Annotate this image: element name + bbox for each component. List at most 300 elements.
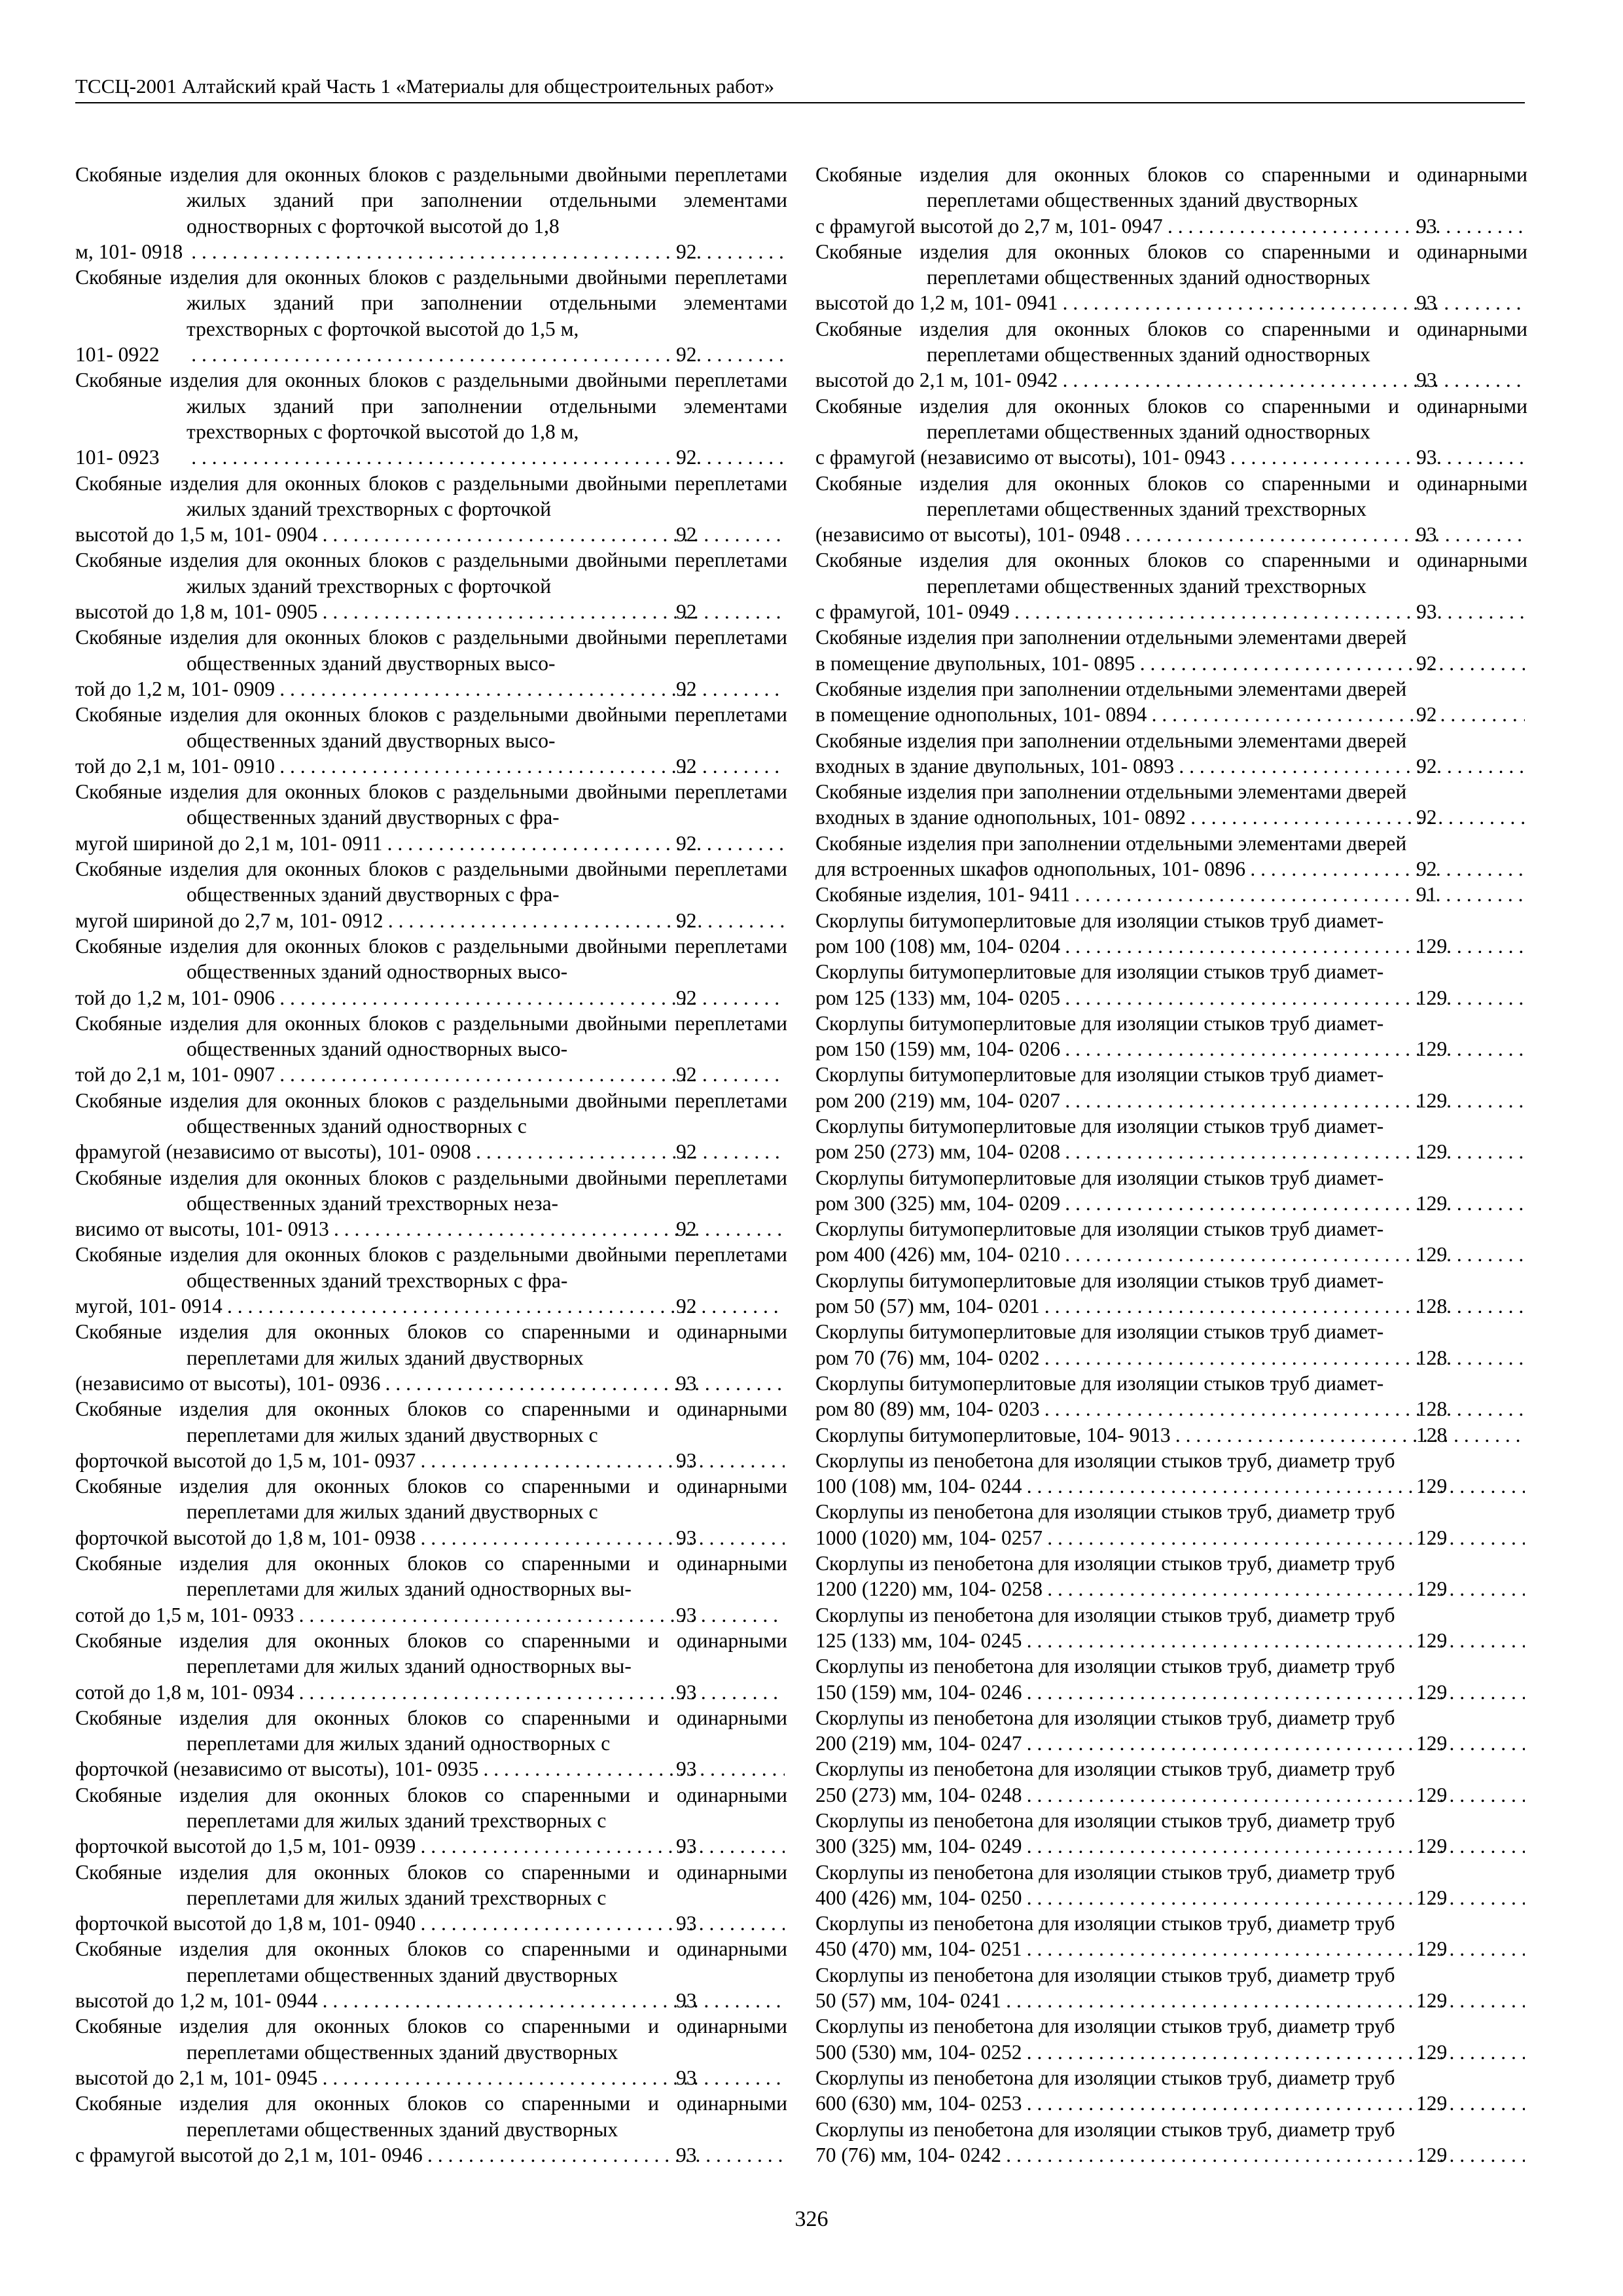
index-entry <box>75 624 787 702</box>
index-entry-tail: ром 100 (108) мм, 104- 0204 <box>815 934 1061 958</box>
index-entry-last-line: 150 (159) мм, 104- 0246 . . . 129 <box>927 1679 1527 1705</box>
dot-leader <box>225 1293 785 1319</box>
index-entry-last-line: высотой до 1,5 м, 101- 0904 . . . 92 <box>187 522 787 547</box>
dot-leader <box>1073 882 1525 907</box>
index-entry-last-line: мугой шириной до 2,1 м, 101- 0911 . . . 92 <box>187 831 787 856</box>
index-entry <box>815 1165 1527 1217</box>
index-entry <box>815 1011 1527 1062</box>
index-entry-text: Скорлупы из пенобетона для изоляции стыков труб, диаметр труб <box>815 2117 1395 2141</box>
index-entry-tail: высотой до 1,2 м, 101- 0944 <box>75 1989 318 2013</box>
index-entry-text: Скобяные изделия при заполнении отдельными элементами дверей <box>815 728 1407 752</box>
index-entry-last-line: (независимо от высоты), 101- 0948 . . . 93 <box>927 522 1527 547</box>
index-entry-last-line: высотой до 1,2 м, 101- 0941 . . . 93 <box>927 290 1527 315</box>
dot-leader <box>296 1602 785 1628</box>
index-entry-last-line: висимо от высоты, 101- 0913 . . . 92 <box>187 1216 787 1242</box>
index-entry-last-line: м, 101- 0918 . . . 92 <box>187 239 787 264</box>
index-entry-text: Скобяные изделия для оконных блоков со спаренными и одинарными переплетами общественных зданий трехстворных <box>815 548 1527 598</box>
dot-leader <box>1063 933 1525 959</box>
dot-leader <box>1024 1885 1525 1910</box>
dot-leader <box>1060 290 1525 315</box>
index-entry-text: Скобяные изделия для оконных блоков с раздельными двойными переплетами общественных зданий одностворных высо- <box>75 934 787 984</box>
index-entry-last-line: сотой до 1,5 м, 101- 0933 . . . 93 <box>187 1602 787 1628</box>
dot-leader <box>1024 1473 1525 1499</box>
index-entry-tail: форточкой высотой до 1,5 м, 101- 0939 <box>75 1835 416 1858</box>
dot-leader <box>1228 444 1525 470</box>
header-title: ТССЦ-2001 Алтайский край Часть 1 «Материалы для общестроительных работ» <box>75 75 775 98</box>
index-entry-text: Скорлупы из пенобетона для изоляции стыков труб, диаметр труб <box>815 2066 1395 2089</box>
index-entry-text: Скорлупы из пенобетона для изоляции стыков труб, диаметр труб <box>815 1603 1395 1626</box>
page-header <box>75 73 1525 103</box>
index-entry-last-line: 600 (630) мм, 104- 0253 . . . 129 <box>927 2090 1527 2116</box>
index-entry-tail: 1200 (1220) мм, 104- 0258 <box>815 1577 1043 1601</box>
index-entry-text: Скобяные изделия для оконных блоков со спаренными и одинарными переплетами для жилых зданий двустворных <box>75 1320 787 1369</box>
index-entry-last-line: входных в здание однопольных, 101- 0892 . . . 92 <box>927 804 1527 830</box>
index-entry-last-line: 450 (470) мм, 104- 0251 . . . 129 <box>927 1936 1527 1962</box>
index-entry-text: Скобяные изделия для оконных блоков со спаренными и одинарными переплетами общественных зданий двустворных <box>75 2092 787 2141</box>
index-entry-last-line: той до 2,1 м, 101- 0907 . . . 92 <box>187 1062 787 1087</box>
index-entry <box>815 908 1527 960</box>
index-entry-text: Скобяные изделия для оконных блоков с раздельными двойными переплетами общественных зданий двустворных с фра- <box>75 780 787 829</box>
dot-leader <box>1123 522 1525 547</box>
index-entry-text: Скобяные изделия для оконных блоков со спаренными и одинарными переплетами для жилых зданий трехстворных с <box>75 1860 787 1909</box>
index-entry-tail: высотой до 1,2 м, 101- 0941 <box>815 291 1058 315</box>
index-entry <box>75 471 787 548</box>
index-entry-last-line: ром 400 (426) мм, 104- 0210 . . . 129 <box>927 1242 1527 1267</box>
index-entry <box>815 624 1527 676</box>
index-entry-last-line: форточкой высотой до 1,5 м, 101- 0937 . . . 93 <box>187 1448 787 1473</box>
index-entry-text: Скорлупы из пенобетона для изоляции стыков труб, диаметр труб <box>815 1860 1395 1884</box>
index-entry <box>815 779 1527 831</box>
index-entry-tail: с фрамугой высотой до 2,1 м, 101- 0946 <box>75 2143 423 2166</box>
dot-leader <box>277 753 785 779</box>
dot-leader <box>1137 651 1525 676</box>
index-entry-last-line: 250 (273) мм, 104- 0248 . . . 129 <box>927 1782 1527 1808</box>
index-entry-tail: той до 1,2 м, 101- 0906 <box>75 986 276 1009</box>
dot-leader <box>1024 1833 1525 1859</box>
dot-leader <box>385 831 785 856</box>
index-entry-tail: высотой до 2,1 м, 101- 0942 <box>815 368 1058 392</box>
index-entry <box>75 1782 787 1859</box>
index-entry <box>815 162 1527 239</box>
index-entry-tail: форточкой высотой до 1,5 м, 101- 0937 <box>75 1448 416 1472</box>
dot-leader <box>1149 702 1525 727</box>
index-entry-last-line: ром 125 (133) мм, 104- 0205 . . . 129 <box>927 985 1527 1011</box>
dot-leader <box>1045 1525 1525 1551</box>
dot-leader <box>1043 1293 1525 1319</box>
index-entry <box>815 1705 1527 1757</box>
dot-leader <box>1188 804 1525 830</box>
index-entry <box>75 1551 787 1628</box>
dot-leader <box>1012 599 1525 624</box>
index-entry-tail: форточкой (независимо от высоты), 101- 0935 <box>75 1757 479 1781</box>
index-entry <box>75 1319 787 1396</box>
dot-leader <box>1063 1036 1525 1062</box>
index-entry <box>75 162 787 264</box>
dot-leader <box>1177 753 1525 779</box>
index-entry-last-line: 1000 (1020) мм, 104- 0257 . . . 129 <box>927 1525 1527 1551</box>
index-entry-tail: той до 2,1 м, 101- 0907 <box>75 1063 276 1086</box>
index-entry-tail: 300 (325) мм, 104- 0249 <box>815 1835 1022 1858</box>
dot-leader <box>418 1833 785 1859</box>
index-entry <box>815 1808 1527 1859</box>
index-entry <box>815 1910 1527 1962</box>
dot-leader <box>1024 1731 1525 1756</box>
index-entry <box>75 1628 787 1705</box>
index-entry-last-line: 100 (108) мм, 104- 0244 . . . 129 <box>927 1473 1527 1499</box>
index-entry-text: Скорлупы битумоперлитовые для изоляции стыков труб диамет- <box>815 1011 1384 1035</box>
index-entry <box>75 1242 787 1319</box>
index-entry-tail: для встроенных шкафов однопольных, 101- 0896 <box>815 857 1246 881</box>
index-entry-text: Скобяные изделия для оконных блоков с раздельными двойными переплетами жилых зданий при заполнении отдельными элементами одностворных с форточкой высотой до 1,8 <box>75 163 787 238</box>
dot-leader <box>320 2065 785 2090</box>
index-entry-text: Скобяные изделия для оконных блоков со спаренными и одинарными переплетами для жилых зданий двустворных с <box>75 1397 787 1446</box>
dot-leader <box>320 1988 785 2013</box>
index-entry <box>75 1705 787 1782</box>
index-entry-text: Скобяные изделия для оконных блоков с раздельными двойными переплетами жилых зданий трехстворных с форточкой <box>75 471 787 520</box>
index-entry-last-line: форточкой высотой до 1,5 м, 101- 0939 . . . 93 <box>187 1833 787 1859</box>
index-entry-last-line: высотой до 1,2 м, 101- 0944 . . . 93 <box>187 1988 787 2013</box>
index-entry-tail: ром 70 (76) мм, 104- 0202 <box>815 1346 1040 1369</box>
index-entry-tail: 400 (426) мм, 104- 0250 <box>815 1886 1022 1909</box>
index-entry-tail: 500 (530) мм, 104- 0252 <box>815 2040 1022 2064</box>
index-entry-tail: мугой шириной до 2,1 м, 101- 0911 <box>75 831 383 855</box>
index-entry <box>815 547 1527 624</box>
index-entry <box>815 1319 1527 1371</box>
index-entry <box>815 1602 1527 1654</box>
index-entry <box>815 1371 1527 1422</box>
index-entry <box>815 959 1527 1011</box>
index-entry <box>815 471 1527 548</box>
index-entry-last-line: форточкой высотой до 1,8 м, 101- 0938 . . . 93 <box>187 1525 787 1551</box>
index-entry-tail: 70 (76) мм, 104- 0242 <box>815 2143 1001 2166</box>
dot-leader <box>1024 2039 1525 2065</box>
index-entry-last-line: с фрамугой высотой до 2,7 м, 101- 0947 . . . 93 <box>927 213 1527 239</box>
index-entry-tail: входных в здание однопольных, 101- 0892 <box>815 806 1186 829</box>
dot-leader <box>277 1062 785 1087</box>
index-entry-tail: ром 300 (325) мм, 104- 0209 <box>815 1191 1061 1215</box>
dot-leader <box>474 1139 785 1164</box>
index-entry <box>815 1551 1527 1602</box>
index-entry-tail: высотой до 1,8 м, 101- 0905 <box>75 600 318 624</box>
index-entry-tail: форточкой высотой до 1,8 м, 101- 0940 <box>75 1912 416 1935</box>
index-entry-text: Скорлупы битумоперлитовые для изоляции стыков труб диамет- <box>815 1268 1384 1292</box>
index-entry-text: Скорлупы из пенобетона для изоляции стыков труб, диаметр труб <box>815 1500 1395 1524</box>
index-entry-last-line: ром 80 (89) мм, 104- 0203 . . . 128 <box>927 1396 1527 1422</box>
index-entry <box>815 239 1527 316</box>
index-entry-tail: фрамугой (независимо от высоты), 101- 0908 <box>75 1140 471 1164</box>
index-entry <box>75 1859 787 1937</box>
index-entry-text: Скобяные изделия для оконных блоков со спаренными и одинарными переплетами общественных зданий одностворных <box>815 240 1527 289</box>
index-entry-last-line: ром 300 (325) мм, 104- 0209 . . . 129 <box>927 1191 1527 1216</box>
index-entry-text: Скобяные изделия для оконных блоков со спаренными и одинарными переплетами общественных зданий трехстворных <box>815 471 1527 520</box>
index-entry-last-line: 500 (530) мм, 104- 0252 . . . 129 <box>927 2039 1527 2065</box>
index-entry-last-line: ром 70 (76) мм, 104- 0202 . . . 128 <box>927 1345 1527 1371</box>
dot-leader <box>418 1525 785 1551</box>
index-entry <box>75 779 787 856</box>
index-entry-text: Скорлупы из пенобетона для изоляции стыков труб, диаметр труб <box>815 1655 1395 1678</box>
index-entry <box>75 933 787 1011</box>
index-entry-tail: 150 (159) мм, 104- 0246 <box>815 1680 1022 1704</box>
index-entry-tail: Скорлупы битумоперлитовые, 104- 9013 <box>815 1423 1171 1446</box>
index-entry-tail: с фрамугой (независимо от высоты), 101- 0943 <box>815 446 1226 469</box>
dot-leader <box>1063 985 1525 1011</box>
index-entry <box>815 1062 1527 1113</box>
index-entry-text: Скорлупы из пенобетона для изоляции стыков труб, диаметр труб <box>815 1963 1395 1986</box>
dot-leader <box>1248 856 1525 882</box>
index-entry-tail: сотой до 1,8 м, 101- 0934 <box>75 1680 294 1704</box>
index-entry-tail: ром 50 (57) мм, 104- 0201 <box>815 1295 1040 1318</box>
dot-leader <box>296 1679 785 1705</box>
index-entry-text: Скорлупы из пенобетона для изоляции стыков труб, диаметр труб <box>815 1757 1395 1781</box>
index-entry-last-line: для встроенных шкафов однопольных, 101- 0896 . . . 92 <box>927 856 1527 882</box>
index-entry-text: Скобяные изделия при заполнении отдельными элементами дверей <box>815 626 1407 649</box>
dot-leader <box>277 985 785 1011</box>
index-entry <box>815 316 1527 393</box>
dot-leader <box>418 1448 785 1473</box>
index-entry-tail: 125 (133) мм, 104- 0245 <box>815 1628 1022 1652</box>
index-entry-last-line: с фрамугой, 101- 0949 . . . 93 <box>927 599 1527 624</box>
index-entry-tail: 200 (219) мм, 104- 0247 <box>815 1732 1022 1755</box>
index-entry-tail: форточкой высотой до 1,8 м, 101- 0938 <box>75 1526 416 1549</box>
index-entry-text: Скобяные изделия для оконных блоков с раздельными двойными переплетами общественных зданий одностворных с <box>75 1088 787 1138</box>
index-entry <box>815 1268 1527 1319</box>
index-entry <box>815 728 1527 780</box>
index-entry-tail: 250 (273) мм, 104- 0248 <box>815 1783 1022 1806</box>
index-entry-text: Скобяные изделия для оконных блоков с раздельными двойными переплетами жилых зданий при заполнении отдельными элементами трехстворных с форточкой высотой до 1,8 м, <box>75 368 787 443</box>
index-entry-last-line: в помещение двупольных, 101- 0895 . . . 92 <box>927 651 1527 676</box>
index-entry-text: Скобяные изделия для оконных блоков со спаренными и одинарными переплетами для жилых зданий одностворных вы- <box>75 1552 787 1601</box>
index-entry-tail: сотой до 1,5 м, 101- 0933 <box>75 1603 294 1626</box>
index-entry-last-line: ром 150 (159) мм, 104- 0206 . . . 129 <box>927 1036 1527 1062</box>
dot-leader <box>481 1756 785 1782</box>
index-entry-tail: с фрамугой, 101- 0949 <box>815 600 1010 624</box>
index-entry-last-line: 101- 0922 . . . 92 <box>187 342 787 367</box>
index-entry-last-line: 200 (219) мм, 104- 0247 . . . 129 <box>927 1731 1527 1756</box>
index-entry-tail: высотой до 1,5 м, 101- 0904 <box>75 523 318 547</box>
index-entry <box>75 1088 787 1165</box>
index-entry-text: Скорлупы из пенобетона для изоляции стыков труб, диаметр труб <box>815 2015 1395 2038</box>
index-entry-last-line: входных в здание двупольных, 101- 0893 . . . 92 <box>927 753 1527 779</box>
index-entry-tail: в помещение двупольных, 101- 0895 <box>815 651 1135 675</box>
index-entry-tail: высотой до 2,1 м, 101- 0945 <box>75 2066 318 2089</box>
index-entry-text: Скорлупы битумоперлитовые для изоляции стыков труб диамет- <box>815 1166 1384 1189</box>
dot-leader <box>1043 1396 1525 1422</box>
dot-leader <box>1063 1191 1525 1216</box>
index-entry-tail: входных в здание двупольных, 101- 0893 <box>815 754 1175 778</box>
index-entry-last-line: (независимо от высоты), 101- 0936 . . . 93 <box>187 1371 787 1396</box>
index-entry-tail: 1000 (1020) мм, 104- 0257 <box>815 1526 1043 1549</box>
index-entry-tail: с фрамугой высотой до 2,7 м, 101- 0947 <box>815 214 1163 238</box>
index-entry-text: Скобяные изделия для оконных блоков со спаренными и одинарными переплетами общественных зданий одностворных <box>815 394 1527 443</box>
index-entry-last-line: ром 250 (273) мм, 104- 0208 . . . 129 <box>927 1139 1527 1164</box>
index-entry-last-line: сотой до 1,8 м, 101- 0934 . . . 93 <box>187 1679 787 1705</box>
index-entry <box>815 676 1527 728</box>
index-entry-text: Скобяные изделия для оконных блоков с раздельными двойными переплетами общественных зданий двустворных высо- <box>75 703 787 752</box>
index-entry-text: Скорлупы битумоперлитовые для изоляции стыков труб диамет- <box>815 1217 1384 1241</box>
index-entry <box>75 547 787 624</box>
index-entry-last-line: 300 (325) мм, 104- 0249 . . . 129 <box>927 1833 1527 1859</box>
index-entry-text: Скобяные изделия для оконных блоков с раздельными двойными переплетами жилых зданий при заполнении отдельными элементами трехстворных с форточкой высотой до 1,5 м, <box>75 266 787 340</box>
index-entry-text: Скобяные изделия для оконных блоков со спаренными и одинарными переплетами для жилых зданий одностворных вы- <box>75 1628 787 1678</box>
index-entry <box>815 1216 1527 1268</box>
index-entry-text: Скобяные изделия при заполнении отдельными элементами дверей <box>815 831 1407 855</box>
index-entry-text: Скорлупы битумоперлитовые для изоляции стыков труб диамет- <box>815 1320 1384 1344</box>
dot-leader <box>383 1371 785 1396</box>
index-entry-tail: мугой, 101- 0914 <box>75 1295 223 1318</box>
dot-leader <box>1063 1139 1525 1164</box>
dot-leader <box>1060 367 1525 393</box>
page-number: 326 <box>794 2207 829 2231</box>
index-entry <box>815 1962 1527 2014</box>
index-entry-last-line: мугой шириной до 2,7 м, 101- 0912 . . . 92 <box>187 908 787 933</box>
index-entry <box>815 882 1527 907</box>
index-entry-text: Скобяные изделия для оконных блоков с раздельными двойными переплетами общественных зданий трехстворных неза- <box>75 1166 787 1215</box>
index-entry-last-line: ром 50 (57) мм, 104- 0201 . . . 128 <box>927 1293 1527 1319</box>
index-entry-tail: ром 150 (159) мм, 104- 0206 <box>815 1037 1061 1061</box>
index-entry-text: Скорлупы из пенобетона для изоляции стыков труб, диаметр труб <box>815 1706 1395 1729</box>
dot-leader <box>1024 1936 1525 1962</box>
index-entry-last-line: ром 100 (108) мм, 104- 0204 . . . 129 <box>927 933 1527 959</box>
index-entry-text: Скорлупы из пенобетона для изоляции стыков труб, диаметр труб <box>815 1809 1395 1832</box>
dot-leader <box>320 522 785 547</box>
dot-leader <box>320 599 785 624</box>
index-entry <box>815 2117 1527 2168</box>
index-entry-last-line: 101- 0923 . . . 92 <box>187 444 787 470</box>
index-entry-tail: 100 (108) мм, 104- 0244 <box>815 1475 1022 1498</box>
index-entry <box>815 1499 1527 1551</box>
dot-leader <box>425 2142 785 2168</box>
index-entry <box>75 702 787 779</box>
index-entry <box>75 1473 787 1551</box>
dot-leader <box>386 908 785 933</box>
dot-leader <box>1043 1345 1525 1371</box>
index-entry-tail: ром 400 (426) мм, 104- 0210 <box>815 1243 1061 1266</box>
index-entry <box>75 2090 787 2168</box>
index-entry <box>815 1448 1527 1499</box>
index-entry-last-line: в помещение однопольных, 101- 0894 . . . 92 <box>927 702 1527 727</box>
index-entry-last-line: той до 2,1 м, 101- 0910 . . . 92 <box>187 753 787 779</box>
index-entry-last-line: с фрамугой (независимо от высоты), 101- 0943 . . . 93 <box>927 444 1527 470</box>
index-entry <box>75 1396 787 1473</box>
index-entry-last-line: с фрамугой высотой до 2,1 м, 101- 0946 . . . 93 <box>187 2142 787 2168</box>
index-entry <box>75 1165 787 1242</box>
index-entry-text: Скорлупы битумоперлитовые для изоляции стыков труб диамет- <box>815 908 1384 932</box>
index-entry <box>815 1113 1527 1165</box>
index-entry-tail: 450 (470) мм, 104- 0251 <box>815 1937 1022 1961</box>
index-entry-tail: 50 (57) мм, 104- 0241 <box>815 1989 1001 2013</box>
dot-leader <box>1045 1576 1525 1602</box>
index-entry-tail: Скобяные изделия, 101- 9411 <box>815 883 1071 906</box>
index-entry-last-line: высотой до 1,8 м, 101- 0905 . . . 92 <box>187 599 787 624</box>
index-entry-tail: в помещение однопольных, 101- 0894 <box>815 703 1147 726</box>
index-entry-text: Скобяные изделия для оконных блоков с раздельными двойными переплетами общественных зданий двустворных высо- <box>75 626 787 675</box>
index-entry <box>815 1859 1527 1911</box>
index-entry-last-line: форточкой высотой до 1,8 м, 101- 0940 . . . 93 <box>187 1910 787 1936</box>
index-entry-tail: той до 1,2 м, 101- 0909 <box>75 677 276 700</box>
index-entry-text: Скорлупы из пенобетона для изоляции стыков труб, диаметр труб <box>815 1552 1395 1575</box>
index-entry <box>815 2065 1527 2117</box>
index-entry-text: Скобяные изделия для оконных блоков с раздельными двойными переплетами общественных зданий трехстворных с фра- <box>75 1243 787 1292</box>
index-entry <box>815 1756 1527 1808</box>
index-entry <box>75 367 787 470</box>
index-entry-last-line: 400 (426) мм, 104- 0250 . . . 129 <box>927 1885 1527 1910</box>
index-entry-tail: ром 80 (89) мм, 104- 0203 <box>815 1397 1040 1421</box>
index-entry-text: Скобяные изделия для оконных блоков с раздельными двойными переплетами общественных зданий одностворных высо- <box>75 1011 787 1061</box>
index-entry <box>75 856 787 933</box>
index-entry-text: Скобяные изделия для оконных блоков со спаренными и одинарными переплетами общественных зданий одностворных <box>815 317 1527 367</box>
index-entry-text: Скорлупы из пенобетона для изоляции стыков труб, диаметр труб <box>815 1912 1395 1935</box>
index-entry-tail: висимо от высоты, 101- 0913 <box>75 1217 329 1241</box>
index-entry-last-line: той до 1,2 м, 101- 0909 . . . 92 <box>187 676 787 702</box>
index-entry-tail: той до 2,1 м, 101- 0910 <box>75 754 276 778</box>
index-entry-last-line: Скорлупы битумоперлитовые, 104- 9013 . . . 128 <box>927 1422 1527 1448</box>
index-entry-tail: ром 250 (273) мм, 104- 0208 <box>815 1140 1061 1164</box>
index-entry <box>815 2013 1527 2065</box>
index-entry-text: Скобяные изделия для оконных блоков со спаренными и одинарными переплетами общественных зданий двустворных <box>815 163 1527 212</box>
index-entry-last-line: 50 (57) мм, 104- 0241 . . . 129 <box>927 1988 1527 2013</box>
index-entry-last-line: ром 200 (219) мм, 104- 0207 . . . 129 <box>927 1088 1527 1113</box>
index-entry <box>815 393 1527 471</box>
index-entry <box>75 1936 787 2013</box>
index-entry-text: Скобяные изделия для оконных блоков с раздельными двойными переплетами жилых зданий трехстворных с форточкой <box>75 548 787 598</box>
dot-leader <box>332 1216 785 1242</box>
dot-leader <box>1063 1242 1525 1267</box>
dot-leader <box>418 1910 785 1936</box>
index-entry-tail: 600 (630) мм, 104- 0253 <box>815 2092 1022 2115</box>
index-entry-text: Скорлупы битумоперлитовые для изоляции стыков труб диамет- <box>815 1371 1384 1395</box>
index-entry-tail: (независимо от высоты), 101- 0948 <box>815 523 1121 547</box>
index-entry-text: Скобяные изделия для оконных блоков со спаренными и одинарными переплетами для жилых зданий двустворных с <box>75 1475 787 1524</box>
index-entry-text: Скобяные изделия для оконных блоков с раздельными двойными переплетами общественных зданий двустворных с фра- <box>75 857 787 906</box>
dot-leader <box>1063 1088 1525 1113</box>
index-entry-last-line: Скобяные изделия, 101- 9411 . . . 91 <box>927 882 1527 907</box>
index-entry-text: Скобяные изделия для оконных блоков со спаренными и одинарными переплетами для жилых зданий трехстворных с <box>75 1783 787 1832</box>
index-entry-last-line: форточкой (независимо от высоты), 101- 0935 . . . 93 <box>187 1756 787 1782</box>
dot-leader <box>1024 2090 1525 2116</box>
index-entry <box>815 831 1527 882</box>
dot-leader <box>277 676 785 702</box>
index-entry <box>75 264 787 367</box>
index-entry-text: Скобяные изделия для оконных блоков со спаренными и одинарными переплетами для жилых зданий одностворных с <box>75 1706 787 1755</box>
index-entry-tail: ром 125 (133) мм, 104- 0205 <box>815 986 1061 1009</box>
index-entry <box>75 2013 787 2090</box>
index-entry-last-line: той до 1,2 м, 101- 0906 . . . 92 <box>187 985 787 1011</box>
index-entry <box>815 1422 1527 1448</box>
index-column-left <box>75 162 787 2168</box>
index-entry-text: Скорлупы из пенобетона для изоляции стыков труб, диаметр труб <box>815 1448 1395 1472</box>
index-entry-tail: (независимо от высоты), 101- 0936 <box>75 1371 381 1395</box>
index-entry <box>75 1011 787 1088</box>
dot-leader <box>1024 1679 1525 1705</box>
dot-leader <box>1173 1422 1525 1448</box>
index-entry-text: Скорлупы битумоперлитовые для изоляции стыков труб диамет- <box>815 960 1384 984</box>
index-entry-last-line: 1200 (1220) мм, 104- 0258 . . . 129 <box>927 1576 1527 1602</box>
index-column-right <box>815 162 1527 2168</box>
index-entry-text: Скобяные изделия для оконных блоков со спаренными и одинарными переплетами общественных зданий двустворных <box>75 1937 787 1986</box>
index-entry-last-line: 125 (133) мм, 104- 0245 . . . 129 <box>927 1628 1527 1653</box>
index-entry-tail: мугой шириной до 2,7 м, 101- 0912 <box>75 908 383 932</box>
index-entry-last-line: высотой до 2,1 м, 101- 0945 . . . 93 <box>187 2065 787 2090</box>
dot-leader <box>1024 1628 1525 1653</box>
dot-leader <box>1024 1782 1525 1808</box>
index-entry-last-line: высотой до 2,1 м, 101- 0942 . . . 93 <box>927 367 1527 393</box>
index-entry-last-line: фрамугой (независимо от высоты), 101- 0908 . . . 92 <box>187 1139 787 1164</box>
index-entry-text: Скобяные изделия при заполнении отдельными элементами дверей <box>815 677 1407 700</box>
index-entry-text: Скорлупы битумоперлитовые для изоляции стыков труб диамет- <box>815 1063 1384 1086</box>
index-entry-text: Скобяные изделия для оконных блоков со спаренными и одинарными переплетами общественных зданий двустворных <box>75 2015 787 2064</box>
index-entry-last-line: мугой, 101- 0914 . . . 92 <box>187 1293 787 1319</box>
index-entry-text: Скобяные изделия при заполнении отдельными элементами дверей <box>815 780 1407 804</box>
